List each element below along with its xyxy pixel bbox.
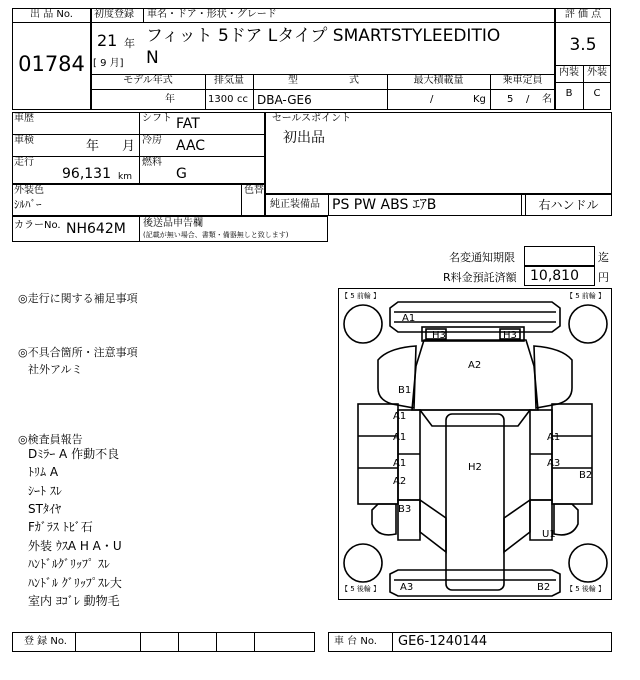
damage-mark: B2 [537, 582, 551, 593]
max-load-value: / [430, 94, 434, 105]
ext-color-label: 外装色 [14, 185, 44, 196]
shift-label: シフト [142, 113, 172, 124]
title-change-box [524, 246, 595, 266]
capacity-value: 5 [507, 94, 514, 105]
first-registration-month: [ 9 月] [93, 58, 124, 69]
damage-mark: H3 [503, 330, 517, 341]
inspection-label: 車検 [14, 135, 34, 146]
shipping-note: (記載が無い場合、書類・備器無しと致します) [143, 231, 289, 239]
model-year-unit: 年 [165, 94, 175, 105]
recycle-label: R料金預託済額 [443, 271, 517, 284]
damage-mark: B1 [398, 385, 412, 396]
steering-value: 右ハンドル [538, 198, 599, 212]
sales-point-label: セールスポイント [272, 113, 352, 124]
interior-label: 内装 [559, 67, 579, 78]
inspection-month-unit: 月 [122, 139, 136, 154]
chassis-number: GE6-1240144 [398, 634, 488, 649]
damage-mark: H2 [468, 462, 482, 473]
first-registration-year: 21 [97, 31, 118, 50]
damage-mark: B3 [398, 504, 412, 515]
history-label: 車歴 [14, 113, 34, 124]
damage-mark: A3 [547, 458, 561, 469]
car-name: フィット 5ドア Lタイプ SMARTSTYLEEDITIO [146, 26, 501, 46]
model-type: DBA-GE6 [257, 93, 312, 107]
rating-label: 評 価 点 [564, 9, 602, 20]
inspector-item: Dﾐﾗｰ A 作動不良 [28, 447, 120, 461]
damage-mark: A2 [468, 360, 482, 371]
inspector-item: STﾀｲﾔ [28, 502, 61, 516]
first-registration-year-unit: 年 [124, 37, 135, 50]
damage-mark: A1 [547, 432, 561, 443]
damage-mark: H3 [432, 330, 446, 341]
tire-mark-rear-right: 【 5 後輪 】 [566, 585, 606, 593]
equipment-value: PS PW ABS ｴｱB [332, 197, 437, 213]
registration-number-label: 登 録 No. [24, 636, 67, 647]
recycle-unit: 円 [598, 271, 609, 284]
inspector-report-title: ◎検査員報告 [18, 433, 83, 446]
mileage-value: 96,131 [62, 166, 111, 182]
interior-grade: B [565, 88, 573, 99]
fuel-label: 燃料 [142, 157, 162, 168]
capacity-slash: / [526, 94, 530, 105]
exterior-grade: C [593, 88, 601, 99]
inspector-item: ｼｰﾄ ｽﾚ [28, 484, 62, 498]
color-no-value: NH642M [66, 221, 126, 237]
damage-mark: A3 [400, 582, 414, 593]
damage-mark: A1 [393, 411, 407, 422]
ac-value: AAC [176, 138, 206, 154]
repaint-label: 色替 [244, 185, 264, 196]
chassis-number-label: 車 台 No. [334, 636, 377, 647]
lot-number: 01784 [18, 52, 85, 76]
title-change-label: 名変通知期限 [449, 251, 515, 264]
first-registration-label: 初度登録 [94, 9, 134, 20]
rating-score: 3.5 [569, 35, 597, 55]
ext-color-box [12, 184, 265, 216]
type-label: 型 [288, 75, 298, 86]
damage-mark: A1 [393, 458, 407, 469]
damage-mark: A2 [393, 476, 407, 487]
displacement-value: 1300 [208, 94, 234, 105]
displacement-unit: cc [237, 94, 248, 105]
model-year-label: モデル年式 [123, 75, 173, 86]
car-name-continued: N [146, 48, 159, 68]
inspector-item: ﾄﾘﾑ A [28, 465, 59, 479]
tire-mark-front-left: 【 5 前輪 】 [341, 292, 381, 300]
shipping-label: 後送品申告欄 [143, 218, 203, 229]
inspector-item: 外装 ｳｽA H A・U [28, 539, 122, 553]
damage-mark: A1 [393, 432, 407, 443]
mileage-unit: km [118, 172, 132, 182]
capacity-unit: 名 [542, 94, 552, 105]
tire-mark-front-right: 【 5 前輪 】 [566, 292, 606, 300]
fuel-value: G [176, 166, 187, 182]
car-name-label: 車名・ドア・形状・グレード [147, 9, 277, 20]
car-damage-diagram [338, 288, 612, 600]
tire-mark-rear-left: 【 5 後輪 】 [341, 585, 381, 593]
damage-mark: U1 [542, 529, 556, 540]
inspection-year-unit: 年 [86, 139, 100, 154]
displacement-label: 排気量 [214, 75, 244, 86]
lot-number-label: 出 品 No. [30, 9, 73, 20]
damage-mark: B2 [579, 470, 593, 481]
driving-notes-title: ◎走行に関する補足事項 [18, 292, 138, 305]
defect-notes-title: ◎不具合箇所・注意事項 [18, 346, 138, 359]
color-no-label: カラーNo. [14, 220, 61, 231]
inspector-item: ﾊﾝﾄﾞﾙ ｸﾞﾘｯﾌﾟｽﾚ大 [28, 576, 122, 590]
mileage-label: 走行 [14, 157, 34, 168]
shift-value: FAT [176, 116, 200, 132]
defect-item: 社外アルミ [28, 363, 83, 376]
max-load-unit: Kg [473, 94, 486, 105]
inspector-item: Fｶﾞﾗｽ ﾄﾋﾞ石 [28, 520, 93, 534]
type-label-2: 式 [349, 75, 359, 86]
capacity-label: 乗車定員 [502, 75, 543, 86]
recycle-amount: 10,810 [530, 268, 579, 284]
inspector-item: ﾊﾝﾄﾞﾙｸﾞﾘｯﾌﾟ ｽﾚ [28, 557, 110, 571]
damage-mark: A1 [402, 313, 416, 324]
inspector-item: 室内 ﾖｺﾞﾚ 動物毛 [28, 594, 120, 608]
ac-label: 冷房 [142, 135, 162, 146]
exterior-label: 外装 [587, 67, 607, 78]
max-load-label: 最大積載量 [413, 75, 464, 86]
equipment-label: 純正装備品 [270, 199, 320, 210]
title-change-unit: 迄 [598, 251, 609, 264]
sales-point-value: 初出品 [283, 130, 325, 146]
ext-color-value: ｼﾙﾊﾞｰ [14, 198, 42, 211]
